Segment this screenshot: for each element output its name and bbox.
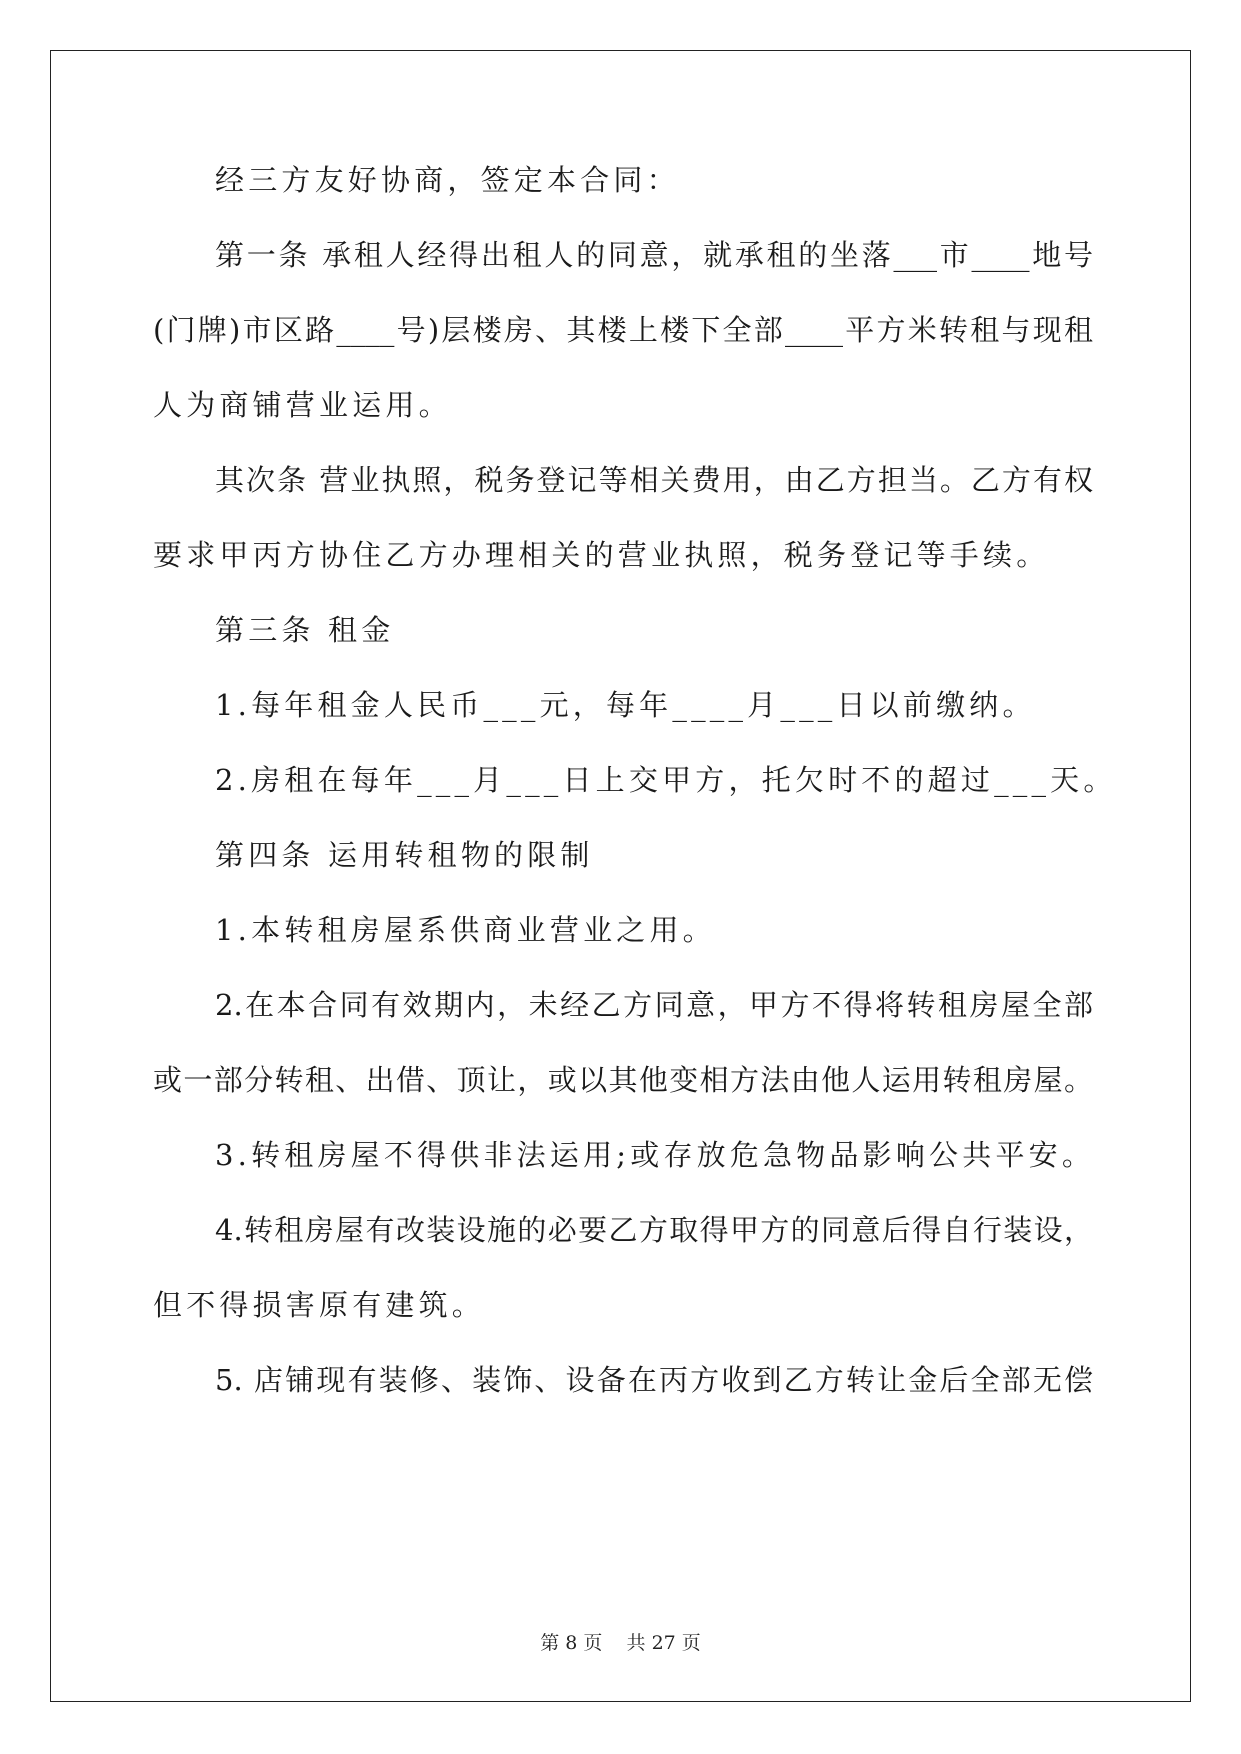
article-4-item-4-line-1: 4.转租房屋有改装设施的必要乙方取得甲方的同意后得自行装设，	[215, 1213, 1093, 1247]
article-3-heading: 第三条 租金	[215, 613, 395, 647]
page-border	[50, 50, 1191, 1702]
article-4-item-4-line-2: 但不得损害原有建筑。	[153, 1288, 486, 1322]
article-4-heading: 第四条 运用转租物的限制	[215, 838, 594, 872]
article-2-line-1: 其次条 营业执照，税务登记等相关费用，由乙方担当。乙方有权	[215, 463, 1093, 497]
article-2-line-2: 要求甲丙方协住乙方办理相关的营业执照，税务登记等手续。	[153, 538, 1050, 572]
article-3-item-1: 1.每年租金人民币___元，每年____月___日以前缴纳。	[215, 688, 1036, 722]
article-1-line-3: 人为商铺营业运用。	[153, 388, 452, 422]
article-4-item-3: 3.转租房屋不得供非法运用;或存放危急物品影响公共平安。	[215, 1138, 1096, 1172]
article-4-item-1: 1.本转租房屋系供商业营业之用。	[215, 913, 716, 947]
article-3-item-2: 2.房租在每年___月___日上交甲方，托欠时不的超过___天。	[215, 763, 1117, 797]
article-1-line-1: 第一条 承租人经得出租人的同意，就承租的坐落___市____地号	[215, 238, 1093, 272]
article-4-item-5-line-1: 5. 店铺现有装修、装饰、设备在丙方收到乙方转让金后全部无偿	[215, 1363, 1093, 1397]
paragraph-intro: 经三方友好协商，签定本合同：	[215, 163, 680, 197]
page-number-footer: 第 8 页 共 27 页	[540, 1632, 701, 1654]
article-1-line-2: (门牌)市区路____号)层楼房、其楼上楼下全部____平方米转租与现租	[153, 313, 1093, 347]
article-4-item-2-line-1: 2.在本合同有效期内，未经乙方同意，甲方不得将转租房屋全部	[215, 988, 1093, 1022]
article-4-item-2-line-2: 或一部分转租、出借、顶让，或以其他变相方法由他人运用转租房屋。	[153, 1063, 1093, 1097]
